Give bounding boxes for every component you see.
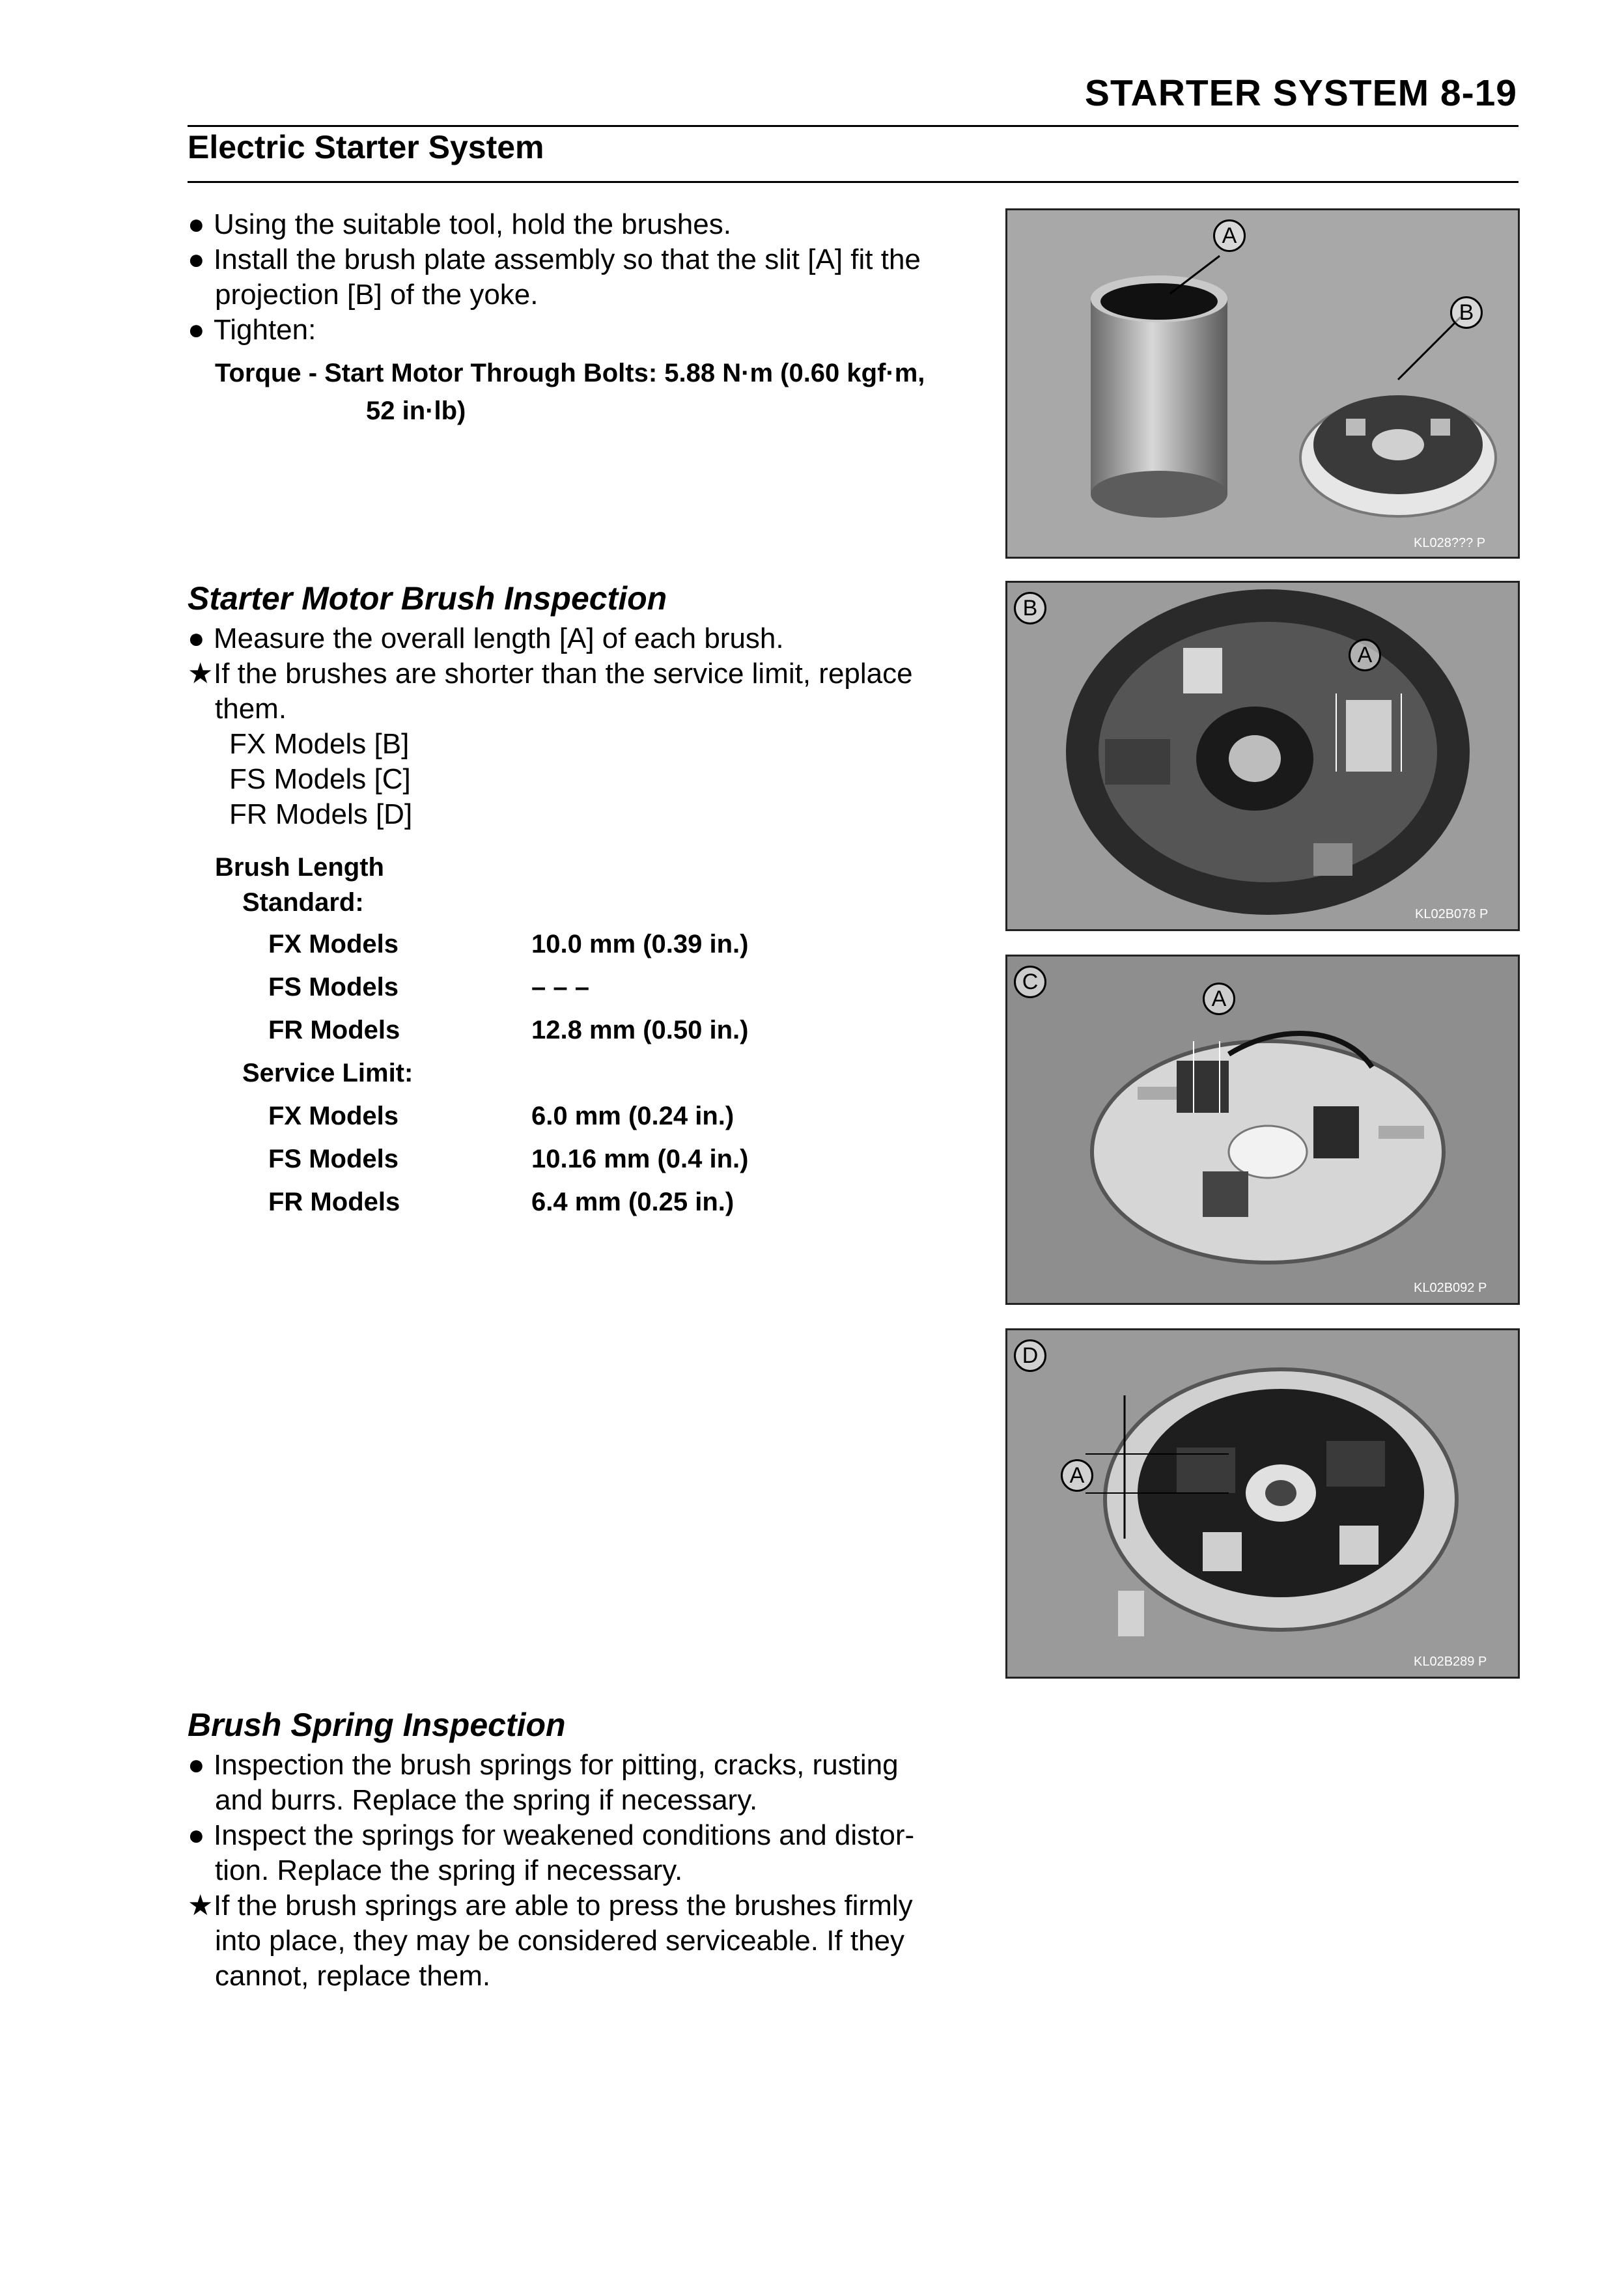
figure-code: KL02B078 P	[1415, 907, 1489, 921]
callout-c: C	[1014, 966, 1046, 998]
install-bullet-2-cont: projection [B] of the yoke.	[215, 279, 539, 311]
spec-limit-model: FS Models	[268, 1145, 399, 1173]
spring-star-1: ★If the brush springs are able to press the brushes firmly	[188, 1888, 913, 1923]
spring-star-1-cont: into place, they may be considered serviceable. If they	[215, 1925, 905, 1957]
spec-limit-model: FR Models	[268, 1188, 400, 1216]
spec-limit-value: 6.4 mm (0.25 in.)	[531, 1188, 735, 1216]
bullet-icon: ●	[188, 1749, 205, 1781]
bullet-icon: ●	[188, 314, 205, 346]
install-bullet-1: ● Using the suitable tool, hold the brushes.	[188, 207, 731, 242]
spring-star-1-cont: cannot, replace them.	[215, 1960, 491, 1992]
callout-a: A	[1203, 983, 1235, 1015]
callout-b: B	[1450, 296, 1483, 329]
bullet-icon: ●	[188, 622, 205, 654]
figure-fs-brushes	[1005, 955, 1520, 1305]
bullet-icon: ●	[188, 208, 205, 240]
bullet-icon: ●	[188, 1819, 205, 1851]
figure-code: KL02B289 P	[1414, 1655, 1487, 1669]
install-bullet-3: ● Tighten:	[188, 313, 316, 348]
callout-d: D	[1014, 1339, 1046, 1372]
torque-spec-line2: 52 in·lb)	[366, 397, 466, 425]
spec-standard-label: Standard:	[242, 888, 364, 917]
spring-bullet-1: ● Inspection the brush springs for pitting, cracks, rusting	[188, 1748, 899, 1783]
star-icon: ★	[188, 658, 214, 690]
spec-limit-value: 6.0 mm (0.24 in.)	[531, 1102, 735, 1130]
brush-inspection-heading: Starter Motor Brush Inspection	[188, 580, 667, 617]
spring-bullet-2: ● Inspect the springs for weakened conditions and distor-	[188, 1818, 914, 1853]
bullet-icon: ●	[188, 244, 205, 275]
spec-limit-label: Service Limit:	[242, 1059, 413, 1087]
callout-a: A	[1061, 1459, 1093, 1492]
torque-spec-line1: Torque - Start Motor Through Bolts: 5.88 N·m (0.60 kgf·m,	[215, 359, 925, 387]
spring-bullet-1-cont: and burrs. Replace the spring if necessary.	[215, 1784, 758, 1816]
spec-standard-value: 12.8 mm (0.50 in.)	[531, 1016, 749, 1044]
spring-bullet-2-cont: tion. Replace the spring if necessary.	[215, 1854, 683, 1886]
header-rule	[188, 125, 1519, 127]
fs-brush-plate-illustration	[1007, 957, 1518, 1303]
star-icon: ★	[188, 1890, 214, 1922]
spec-title: Brush Length	[215, 853, 384, 882]
model-ref-fr: FR Models [D]	[229, 798, 413, 830]
page-header-title: STARTER SYSTEM 8-19	[1084, 72, 1517, 114]
spec-standard-model: FS Models	[268, 973, 399, 1001]
spec-standard-value: – – –	[531, 973, 589, 1001]
figure-yoke-brush-plate	[1005, 208, 1520, 559]
section-rule	[188, 181, 1519, 183]
fr-brush-plate-illustration	[1007, 1330, 1518, 1677]
spring-inspection-heading: Brush Spring Inspection	[188, 1707, 566, 1743]
figure-fx-brushes	[1005, 581, 1520, 931]
model-ref-fs: FS Models [C]	[229, 763, 411, 795]
fx-brush-holder-illustration	[1007, 583, 1518, 929]
spec-standard-model: FR Models	[268, 1016, 400, 1044]
spec-standard-model: FX Models	[268, 930, 399, 958]
figure-fr-brushes	[1005, 1328, 1520, 1679]
figure-code: KL028??? P	[1414, 536, 1486, 550]
callout-a: A	[1213, 219, 1246, 252]
spec-limit-value: 10.16 mm (0.4 in.)	[531, 1145, 749, 1173]
section-title: Electric Starter System	[188, 129, 544, 165]
install-bullet-2: ● Install the brush plate assembly so that the slit [A] fit the	[188, 242, 921, 277]
brush-star-1-cont: them.	[215, 693, 287, 725]
spec-limit-model: FX Models	[268, 1102, 399, 1130]
brush-bullet-1: ● Measure the overall length [A] of each brush.	[188, 621, 784, 656]
callout-b: B	[1014, 592, 1046, 624]
yoke-brush-plate-illustration	[1007, 210, 1518, 557]
brush-star-1: ★If the brushes are shorter than the service limit, replace	[188, 656, 913, 692]
model-ref-fx: FX Models [B]	[229, 728, 410, 760]
spec-standard-value: 10.0 mm (0.39 in.)	[531, 930, 749, 958]
figure-code: KL02B092 P	[1414, 1281, 1487, 1295]
callout-a: A	[1349, 639, 1381, 671]
